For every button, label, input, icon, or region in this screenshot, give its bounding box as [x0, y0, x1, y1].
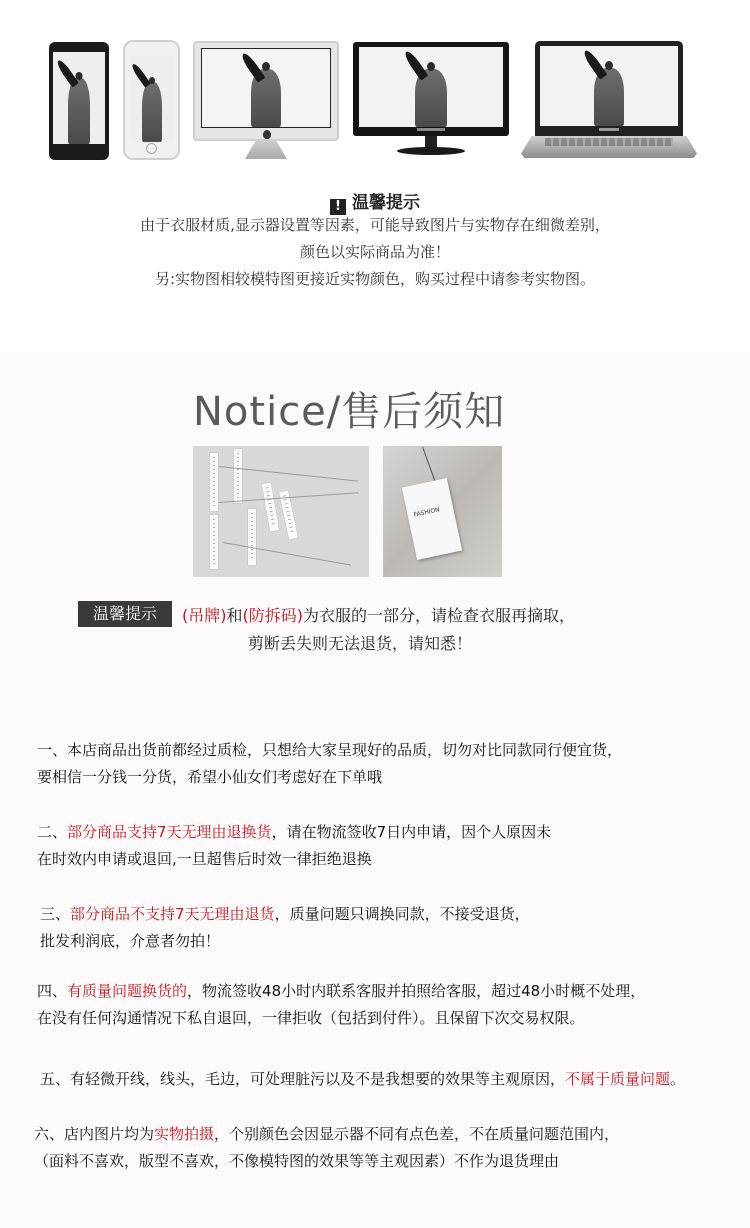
warm-tip-badge: 温馨提示	[78, 601, 172, 627]
warm-tip-line: 颜色以实际商品为准！	[299, 243, 450, 261]
rule-6: 六、店内图片均为实物拍摄，个别颜色会因显示器不同有点色差，不在质量问题范围内，	[34, 1125, 620, 1143]
iphone-image	[123, 40, 180, 160]
home-button-icon	[146, 143, 157, 154]
model-photo	[129, 56, 174, 142]
model-photo	[201, 48, 331, 128]
warm-tip-line: 由于衣服材质,显示器设置等因素，可能导致图片与实物存在细微差别，	[140, 216, 610, 234]
model-photo	[359, 47, 503, 127]
rule-5: 五、有轻微开线，线头，毛边，可处理脏污以及不是我想要的效果等主观原因，不属于质量问题。	[40, 1070, 686, 1088]
laptop-image	[521, 41, 697, 159]
warm-tip-line: 另:实物图相较模特图更接近实物颜色，购买过程中请参考实物图。	[154, 270, 596, 288]
hang-tag-label: FASHION	[413, 506, 441, 519]
android-phone-image	[49, 42, 109, 160]
hang-tag-photo	[383, 446, 502, 577]
notice-line-2: 剪断丢失则无法退货，请知悉！	[248, 634, 473, 653]
model-photo	[540, 46, 678, 126]
imac-image	[193, 41, 339, 161]
monitor-image	[353, 42, 509, 160]
apple-logo-icon	[263, 130, 271, 139]
rule-3: 三、部分商品不支持7天无理由退货，质量问题只调换同款，不接受退货，	[40, 905, 530, 923]
rule-1: 一、本店商品出货前都经过质检，只想给大家呈现好的品质，切勿对比同款同行便宜货，	[37, 741, 623, 759]
notice-title: Notice/售后须知	[193, 389, 506, 435]
rule-2-line2: 在时效内申请或退回,一旦超售后时效一律拒绝退换	[37, 850, 372, 868]
rule-4-line2: 在没有任何沟通情况下私自退回，一律拒收（包括到付件）。且保留下次交易权限。	[37, 1009, 585, 1027]
rule-1-line2: 要相信一分钱一分货，希望小仙女们考虑好在下单哦	[37, 768, 383, 786]
security-tags-photo	[193, 446, 369, 577]
model-photo	[53, 52, 105, 144]
exclamation-icon: !	[330, 199, 346, 215]
rule-3-line2: 批发利润底，介意者勿拍！	[40, 932, 221, 950]
rule-4: 四、有质量问题换货的，物流签收48小时内联系客服并拍照给客服，超过48小时概不处理，	[37, 982, 646, 1000]
warm-tip-heading: ! 温馨提示	[0, 188, 750, 215]
rule-2: 二、部分商品支持7天无理由退换货，请在物流签收7日内申请，因个人原因未	[37, 823, 552, 841]
after-sales-section	[0, 352, 750, 1228]
rule-6-line2: （面料不喜欢，版型不喜欢，不像模特图的效果等等主观因素）不作为退货理由	[34, 1152, 560, 1170]
notice-line-1: (吊牌)和(防拆码)为衣服的一部分，请检查衣服再摘取，	[182, 606, 576, 625]
